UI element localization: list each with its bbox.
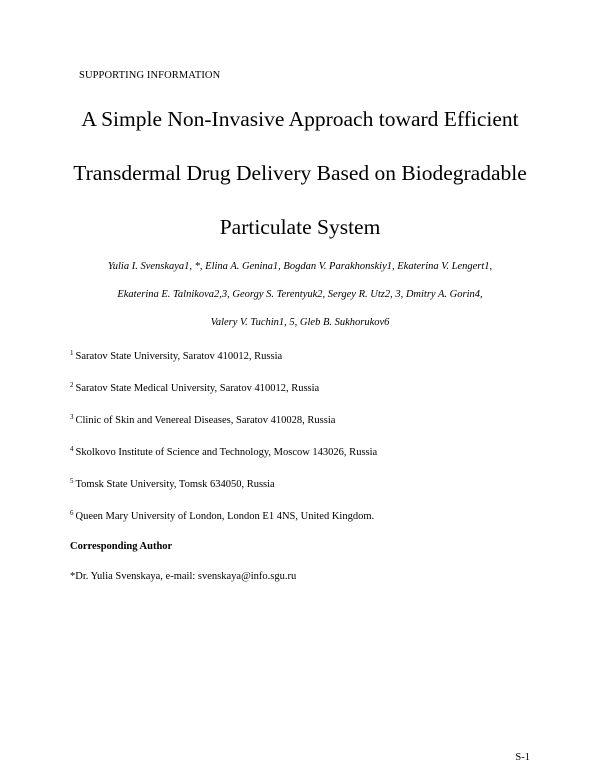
affiliation-2 xyxy=(70,381,319,394)
affiliation-text: Saratov State University, Saratov 410012, Russia xyxy=(75,351,283,362)
affiliation-number: 2 xyxy=(70,381,74,389)
affiliation-text: Skolkovo Institute of Science and Technology, Moscow 143026, Russia xyxy=(75,447,378,458)
page-number: S-1 xyxy=(515,752,530,763)
affiliation-number: 6 xyxy=(70,509,74,517)
affiliation-number: 1 xyxy=(70,349,74,357)
authors-line-1: Yulia I. Svenskaya1, *, Elina A. Genina1, Bogdan V. Parakhonskiy1, Ekaterina V. Lengert1, xyxy=(107,261,493,272)
affiliation-4 xyxy=(70,445,377,458)
authors-line-2: Ekaterina E. Talnikova2,3, Georgy S. Terentyuk2, Sergey R. Utz2, 3, Dmitry A. Gorin4, xyxy=(117,289,483,300)
affiliation-number: 5 xyxy=(70,477,74,485)
affiliation-number: 3 xyxy=(70,413,74,421)
affiliation-1 xyxy=(70,349,282,362)
supporting-information-label: SUPPORTING INFORMATION xyxy=(79,70,221,81)
affiliation-text: Saratov State Medical University, Saratov 410012, Russia xyxy=(75,383,320,394)
paper-title xyxy=(0,92,600,254)
affiliation-6 xyxy=(70,509,374,522)
author-list xyxy=(40,253,560,337)
title-line-1: A Simple Non-Invasive Approach toward Efficient xyxy=(81,107,519,131)
corresponding-author-contact: *Dr. Yulia Svenskaya, e-mail: svenskaya@info.sgu.ru xyxy=(70,571,297,582)
affiliation-text: Queen Mary University of London, London E1 4NS, United Kingdom. xyxy=(75,511,375,522)
affiliation-text: Clinic of Skin and Venereal Diseases, Saratov 410028, Russia xyxy=(75,415,336,426)
affiliation-3 xyxy=(70,413,335,426)
affiliation-text: Tomsk State University, Tomsk 634050, Russia xyxy=(75,479,275,490)
affiliation-5 xyxy=(70,477,275,490)
affiliation-number: 4 xyxy=(70,445,74,453)
title-line-3: Particulate System xyxy=(219,215,381,239)
authors-line-3: Valery V. Tuchin1, 5, Gleb B. Sukhorukov6 xyxy=(210,317,390,328)
title-line-2: Transdermal Drug Delivery Based on Biodegradable xyxy=(73,161,527,185)
corresponding-author-heading: Corresponding Author xyxy=(70,541,173,552)
